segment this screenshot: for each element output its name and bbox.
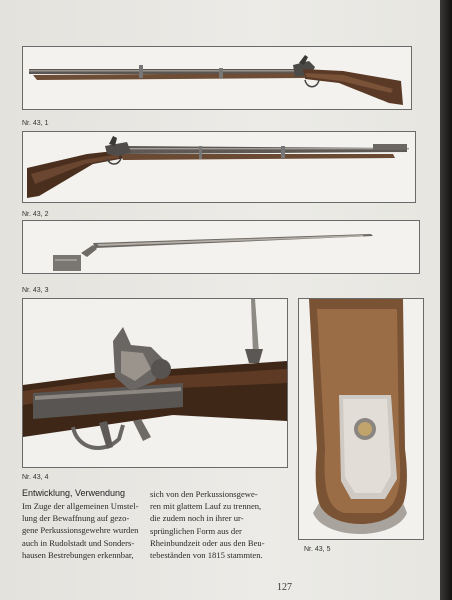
page-number: 127 bbox=[277, 582, 292, 593]
text-line: sprünglichen Form aus der bbox=[150, 525, 242, 536]
caption-fig1: Nr. 43, 1 bbox=[22, 120, 49, 127]
text-line: lung der Bewaffnung auf gezo- bbox=[22, 513, 130, 524]
text-line: Rheinbundzeit oder aus den Beu- bbox=[150, 537, 265, 548]
caption-fig5: Nr. 43, 5 bbox=[304, 546, 331, 553]
section-heading: Entwicklung, Verwendung bbox=[22, 488, 126, 498]
buttstock-illustration bbox=[299, 299, 423, 539]
buttstock-photo bbox=[298, 298, 424, 540]
rifle-photo-1 bbox=[22, 46, 412, 110]
caption-fig3: Nr. 43, 3 bbox=[22, 287, 49, 294]
bayonet-illustration bbox=[23, 221, 419, 273]
caption-fig2: Nr. 43, 2 bbox=[22, 211, 49, 218]
text-line: die zudem noch in ihrer ur- bbox=[150, 513, 244, 524]
text-column-2 bbox=[150, 488, 290, 561]
text-line: Im Zuge der allgemeinen Umstel- bbox=[22, 501, 139, 511]
caption-fig4: Nr. 43, 4 bbox=[22, 474, 49, 481]
page-edge-shadow bbox=[440, 0, 452, 600]
text-column-1 bbox=[22, 500, 142, 561]
rifle-illustration bbox=[23, 47, 411, 109]
text-line: auch in Rudolstadt und Sonders- bbox=[22, 537, 135, 548]
text-line: hausen Bestrebungen erkennbar, bbox=[22, 549, 134, 560]
text-line: ren mit glattem Lauf zu trennen, bbox=[150, 501, 262, 512]
text-line: sich von den Perkussionsgewe- bbox=[150, 489, 258, 499]
lock-illustration bbox=[23, 299, 287, 467]
text-line: tebeständen von 1815 stammten. bbox=[150, 550, 263, 561]
lock-detail-photo bbox=[22, 298, 288, 468]
rifle-photo-2 bbox=[22, 131, 416, 203]
bayonet-photo bbox=[22, 220, 420, 274]
text-line: gene Perkussionsgewehre wurden bbox=[22, 525, 139, 536]
rifle-illustration bbox=[23, 132, 415, 202]
